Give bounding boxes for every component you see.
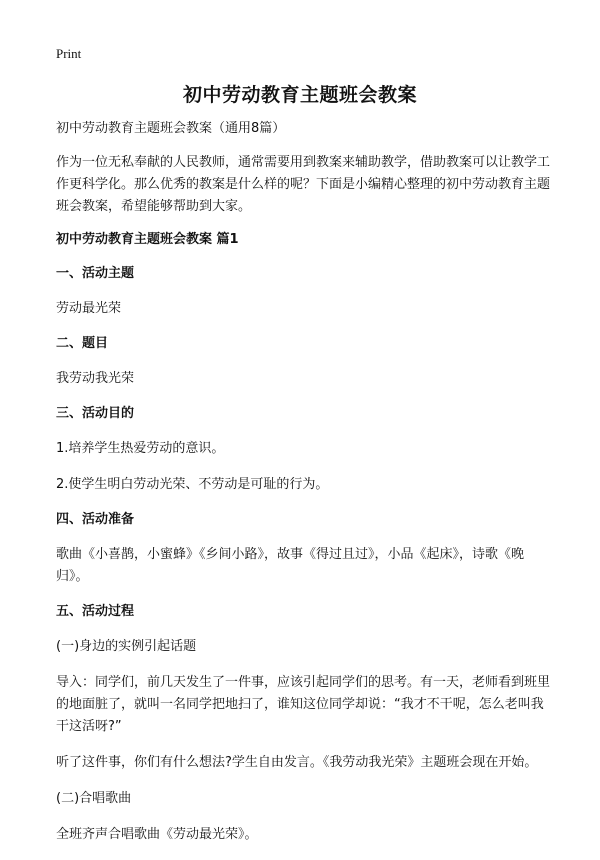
- section-heading: 五、活动过程: [56, 604, 135, 619]
- section-paragraph: 听了这件事，你们有什么想法?学生自由发言。《我劳动我光荣》主题班会现在开始。: [56, 755, 538, 770]
- section-paragraph: 歌曲《小喜鹊，小蜜蜂》《乡间小路》，故事《得过且过》，小品《起床》，诗歌《晚归》。: [56, 547, 525, 584]
- section-paragraph: (二)合唱歌曲: [56, 791, 132, 806]
- section-paragraph: 1.培养学生热爱劳动的意识。: [56, 441, 225, 456]
- section-paragraph: 2.使学生明白劳动光荣、不劳动是可耻的行为。: [56, 477, 329, 492]
- section-paragraph: 全班齐声合唱歌曲《劳动最光荣》。: [56, 827, 258, 842]
- section-paragraph: 劳动最光荣: [56, 301, 122, 316]
- document-subtitle: 初中劳动教育主题班会教案（通用8篇）: [56, 121, 286, 136]
- section-paragraph: 导入：同学们，前几天发生了一件事，应该引起同学们的思考。有一天，老师看到班里的地面脏了，就叫一名同学把地扫了，谁知这位同学却说：“我才不干呢，怎么老叫我干这活呀?”: [56, 675, 551, 734]
- section-heading: 二、题目: [56, 336, 109, 351]
- intro-paragraph: 作为一位无私奉献的人民教师，通常需要用到教案来辅助教学，借助教案可以让教学工作更科学化。那么优秀的教案是什么样的呢？下面是小编精心整理的初中劳动教育主题班会教案，希望能够帮助到大家。: [56, 155, 551, 214]
- section-heading: 一、活动主题: [56, 266, 135, 281]
- section-paragraph: 我劳动我光荣: [56, 371, 135, 386]
- print-link[interactable]: Print: [56, 46, 82, 61]
- document-body: [56, 118, 552, 860]
- document-title: 初中劳动教育主题班会教案: [182, 84, 417, 106]
- section-heading: 三、活动目的: [56, 406, 135, 421]
- section-heading: 四、活动准备: [56, 512, 135, 527]
- section-paragraph: (一)身边的实例引起话题: [56, 639, 197, 654]
- part-heading: 初中劳动教育主题班会教案 篇1: [56, 232, 239, 247]
